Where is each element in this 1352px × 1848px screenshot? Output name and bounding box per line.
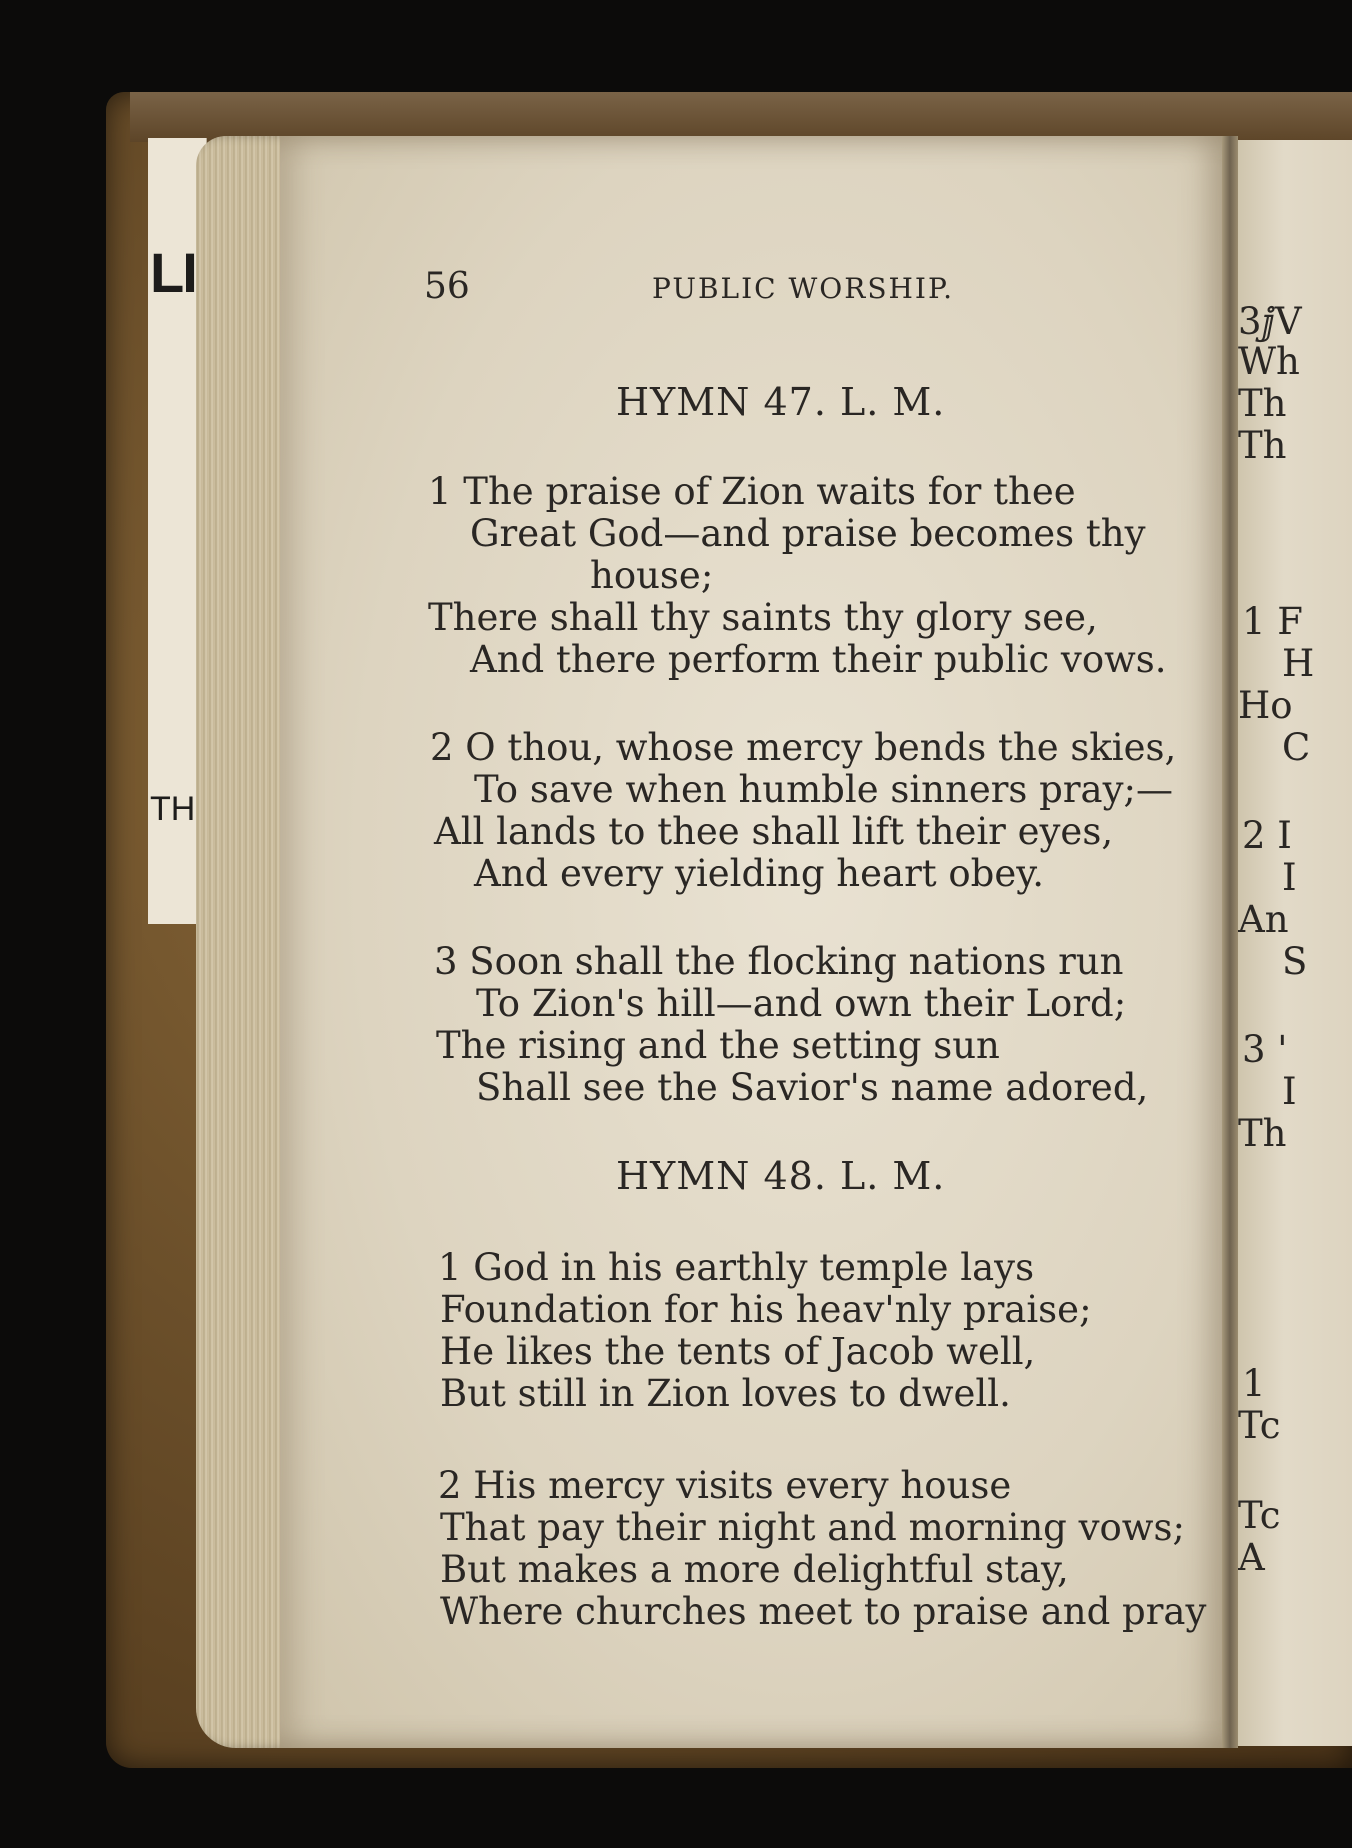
hymn-line: But makes a more delightful stay, — [440, 1548, 1069, 1591]
cover-spine-edge — [130, 92, 1352, 142]
hymn-line: There shall thy saints thy glory see, — [428, 596, 1098, 639]
right-page-fragment: 3 ' — [1242, 1028, 1288, 1071]
hymn-title: HYMN 47. L. M. — [616, 380, 946, 424]
hymn-line: 2 O thou, whose mercy bends the skies, — [430, 726, 1177, 769]
hymn-line: The rising and the setting sun — [436, 1024, 1000, 1067]
hymn-line: To save when humble sinners pray;— — [474, 768, 1173, 811]
right-page-fragment: Ho — [1238, 684, 1293, 727]
hymn-line: 1 The praise of Zion waits for thee — [428, 470, 1076, 513]
page-number: 56 — [424, 266, 470, 307]
running-header: PUBLIC WORSHIP. — [652, 272, 955, 305]
right-page-fragment: S — [1282, 940, 1308, 983]
hymn-line: house; — [590, 554, 714, 597]
hymn-line: 1 God in his earthly temple lays — [438, 1246, 1035, 1289]
right-page-fragment: Tc — [1238, 1404, 1281, 1447]
hymn-line: Great God—and praise becomes thy — [470, 512, 1146, 555]
hymn-line: Where churches meet to praise and pray — [440, 1590, 1207, 1633]
hymn-line: Foundation for his heav'nly praise; — [440, 1288, 1092, 1331]
hymn-line: 2 His mercy visits every house — [438, 1464, 1012, 1507]
bookplate-text-small: TH — [150, 790, 196, 828]
hymn-line: And there perform their public vows. — [470, 638, 1167, 681]
right-page-fragment: 2 I — [1242, 814, 1292, 857]
right-page-fragment: Wh — [1238, 340, 1300, 383]
hymn-line: 3 Soon shall the flocking nations run — [434, 940, 1124, 983]
hymn-title: HYMN 48. L. M. — [616, 1154, 946, 1198]
hymn-line: That pay their night and morning vows; — [440, 1506, 1185, 1549]
bookplate-text-large: LI — [150, 241, 196, 304]
hymn-line: To Zion's hill—and own their Lord; — [476, 982, 1127, 1025]
hymn-line: And every yielding heart obey. — [474, 852, 1045, 895]
right-page-fragment: 3ⅉV — [1238, 300, 1302, 343]
hymn-line: He likes the tents of Jacob well, — [440, 1330, 1036, 1373]
right-page-fragment: 1 F — [1242, 600, 1303, 643]
right-page-fragment: A — [1238, 1536, 1265, 1579]
right-page-fragment: 1 — [1242, 1362, 1266, 1405]
right-page-fragment: Th — [1238, 424, 1287, 467]
right-page-fragment: I — [1282, 856, 1297, 899]
right-page-fragment: C — [1282, 726, 1311, 769]
right-page-fragment: An — [1238, 898, 1289, 941]
right-page-fragment: I — [1282, 1070, 1297, 1113]
hymn-line: Shall see the Savior's name adored, — [476, 1066, 1149, 1109]
book-gutter — [1222, 136, 1238, 1748]
right-page-fragment: Th — [1238, 382, 1287, 425]
hymn-line: All lands to thee shall lift their eyes, — [434, 810, 1114, 853]
right-page-partial — [1238, 140, 1352, 1746]
right-page-fragment: Th — [1238, 1112, 1287, 1155]
hymn-line: But still in Zion loves to dwell. — [440, 1372, 1011, 1415]
right-page-fragment: H — [1282, 642, 1315, 685]
right-page-fragment: Tc — [1238, 1494, 1281, 1537]
